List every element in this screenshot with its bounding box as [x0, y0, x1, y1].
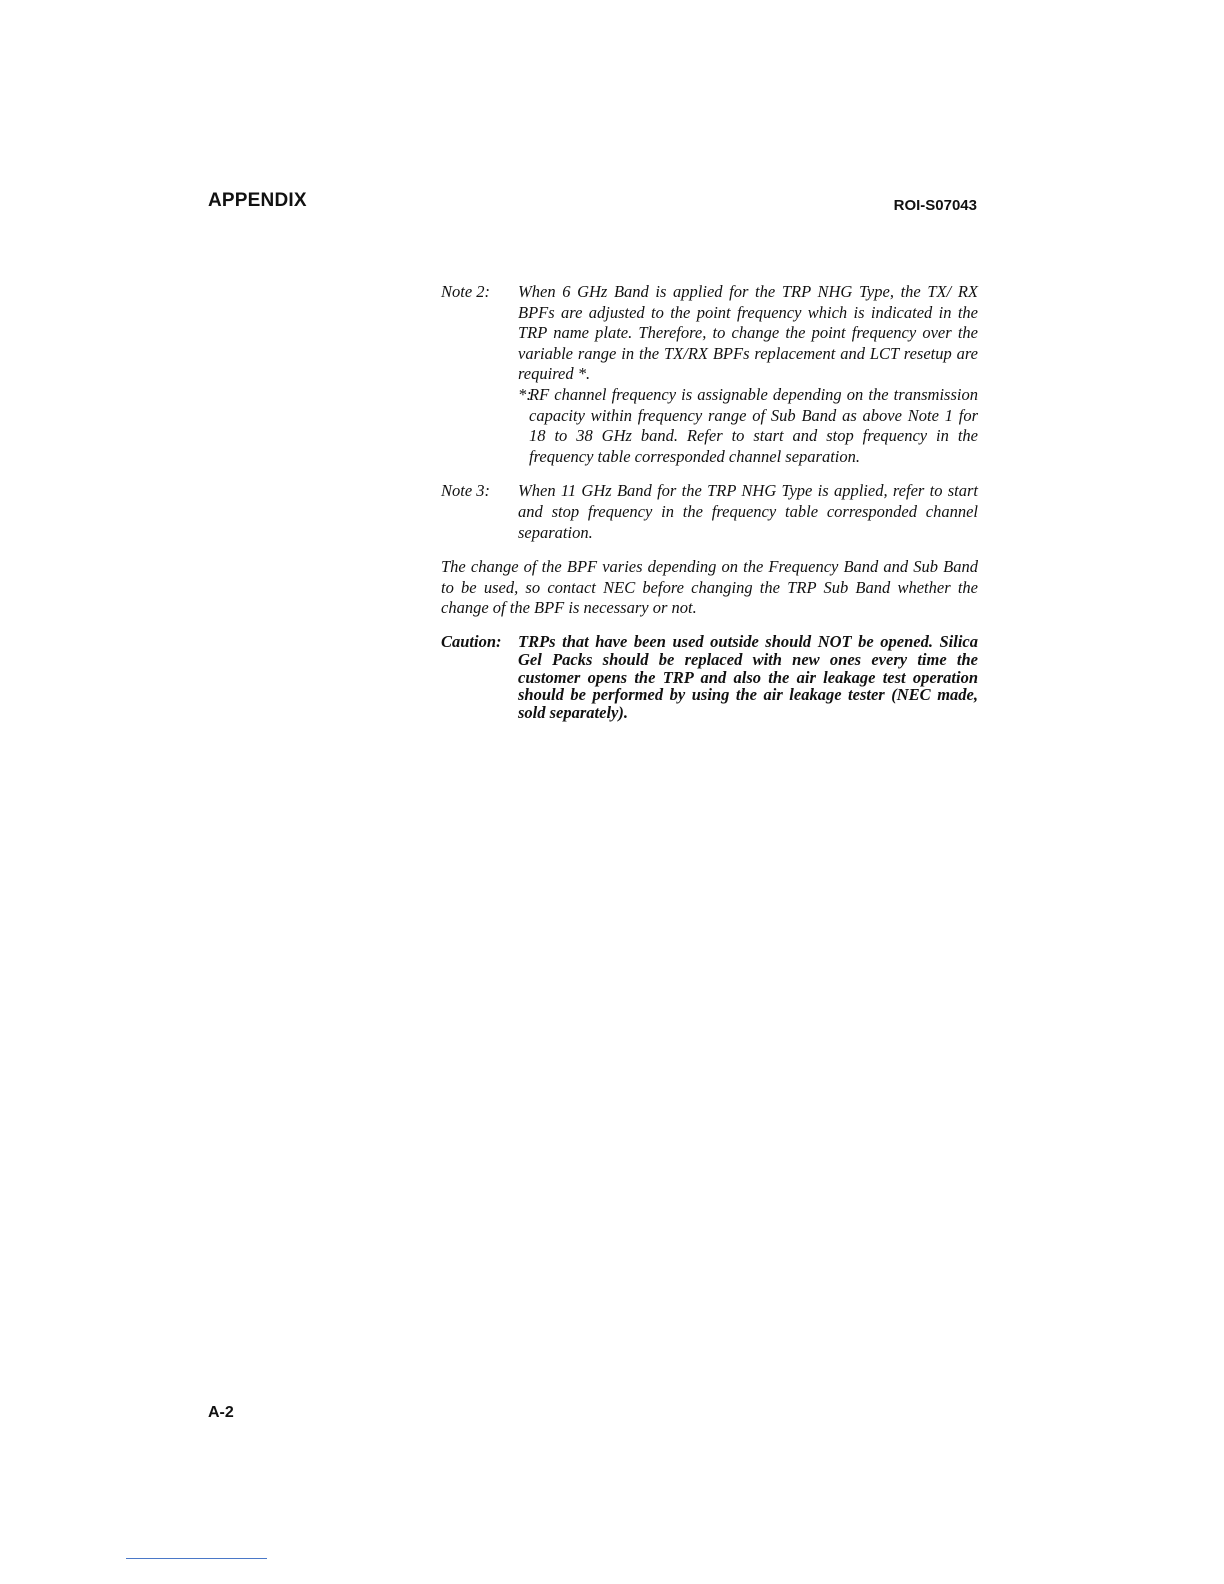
- note-2-body: [518, 282, 978, 467]
- caution-text: TRPs that have been used outside should NOT be opened. Silica Gel Packs should be replaced with new ones every time the customer opens the TRP and also the air leakage test operation should be performed by using the air leakage tester (NEC made, sold separately).: [518, 631, 978, 723]
- note-2: [441, 282, 978, 467]
- section-title: APPENDIX: [208, 190, 307, 211]
- document-id: ROI-S07043: [893, 197, 977, 214]
- footnote-mark: *:: [518, 384, 532, 404]
- page-number: A-2: [208, 1404, 234, 1421]
- note-2-label: Note 2:: [441, 282, 491, 301]
- main-content: [441, 282, 978, 722]
- note-3-text: When 11 GHz Band for the TRP NHG Type is applied, refer to start and stop frequency in the frequency table corresponded channel separation.: [518, 481, 978, 542]
- note-2-text: When 6 GHz Band is applied for the TRP NHG Type, the TX/ RX BPFs are adjusted to the point frequency which is indicated in the TRP name plate. Therefore, to change the point frequency over the variable range in the TX/RX BPFs replacement and LCT resetup are required *.: [518, 282, 978, 384]
- note-3: [441, 481, 978, 543]
- note-3-label: Note 3:: [441, 481, 491, 501]
- caution-block: [441, 633, 978, 722]
- bpf-change-paragraph: The change of the BPF varies depending on the Frequency Band and Sub Band to be used, so contact NEC before changing the TRP Sub Band whether the change of the BPF is necessary or not.: [441, 557, 978, 618]
- caution-label: Caution:: [441, 631, 502, 651]
- footer-divider: [126, 1558, 267, 1559]
- note-2-footnote: [518, 385, 978, 467]
- footnote-text: RF channel frequency is assignable depending on the transmission capacity within frequency range of Sub Band as above Note 1 for 18 to 38 GHz band. Refer to start and stop frequency in the frequency table corresponded channel separation.: [529, 384, 978, 466]
